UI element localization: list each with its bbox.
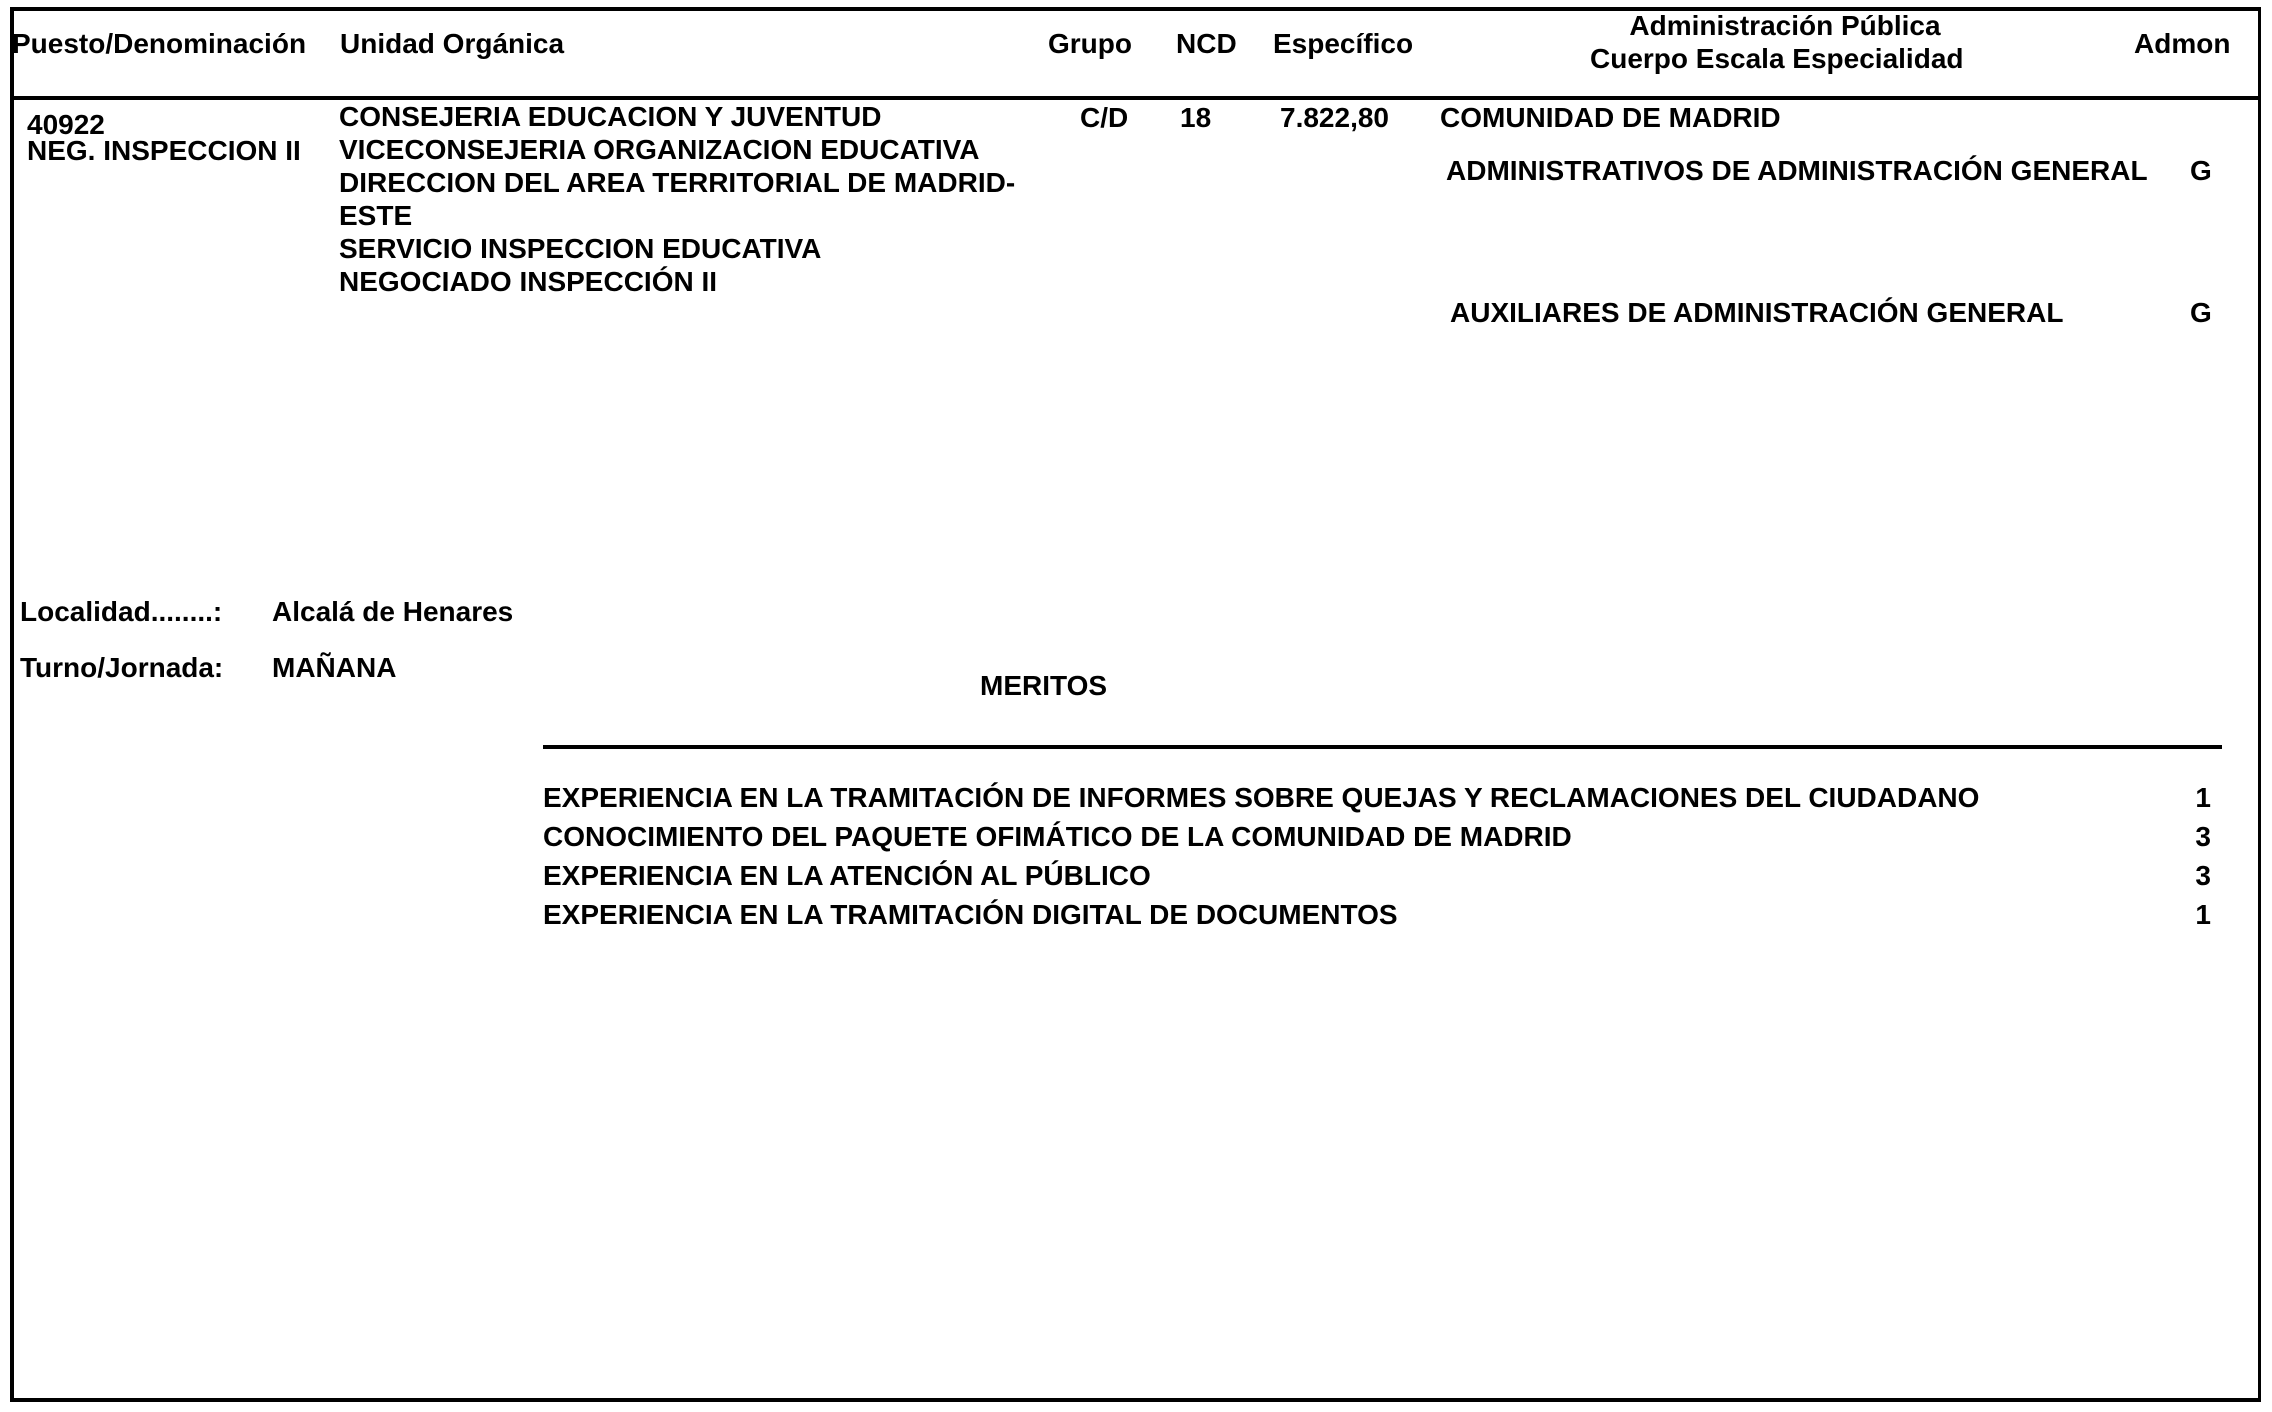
puesto-especifico: 7.822,80	[1280, 102, 1389, 133]
unidad-line: ESTE	[339, 200, 413, 231]
localidad-label: Localidad........:	[20, 596, 223, 627]
unidad-line: DIRECCION DEL AREA TERRITORIAL DE MADRID-	[339, 167, 1016, 198]
merito-row	[543, 821, 2211, 855]
meritos-divider	[543, 745, 2222, 749]
header-unidad: Unidad Orgánica	[340, 28, 565, 59]
header-administracion-publica: Administración Pública	[1629, 10, 1941, 41]
puesto-block	[27, 108, 301, 167]
unidad-line: CONSEJERIA EDUCACION Y JUVENTUD	[339, 101, 882, 132]
unidad-line: NEGOCIADO INSPECCIÓN II	[339, 266, 718, 297]
unidad-line: SERVICIO INSPECCION EDUCATIVA	[339, 233, 822, 264]
administracion-publica-value: COMUNIDAD DE MADRID	[1440, 102, 1781, 133]
merito-texto: CONOCIMIENTO DEL PAQUETE OFIMÁTICO DE LA COMUNIDAD DE MADRID	[543, 821, 1572, 852]
puesto-ncd: 18	[1180, 102, 1212, 133]
header-puesto: Puesto/Denominación	[12, 28, 307, 59]
merito-row	[543, 899, 2211, 933]
cuerpo-nombre: AUXILIARES DE ADMINISTRACIÓN GENERAL	[1450, 297, 2064, 328]
unidad-organica-block	[339, 100, 1015, 298]
cuerpo-admon: G	[2190, 297, 2212, 328]
header-especifico: Específico	[1273, 28, 1414, 59]
cuerpo-nombre: ADMINISTRATIVOS DE ADMINISTRACIÓN GENERAL	[1446, 155, 2148, 186]
merito-row	[543, 782, 2211, 816]
header-grupo: Grupo	[1048, 28, 1132, 59]
header-ncd: NCD	[1176, 28, 1237, 59]
merito-valor: 3	[2195, 860, 2211, 891]
merito-texto: EXPERIENCIA EN LA TRAMITACIÓN DIGITAL DE DOCUMENTOS	[543, 899, 1398, 930]
puesto-codigo: 40922	[27, 109, 105, 140]
header-cuerpo-escala: Cuerpo Escala Especialidad	[1590, 43, 1964, 74]
merito-valor: 1	[2195, 782, 2211, 813]
puesto-denominacion: NEG. INSPECCION II	[27, 135, 301, 166]
puesto-grupo: C/D	[1080, 102, 1129, 133]
header-admon: Admon	[2134, 28, 2231, 59]
merito-valor: 1	[2195, 899, 2211, 930]
meritos-title: MERITOS	[980, 670, 1108, 701]
localidad-value: Alcalá de Henares	[272, 596, 514, 627]
cuerpo-admon: G	[2190, 155, 2212, 186]
turno-label: Turno/Jornada:	[20, 652, 224, 683]
unidad-line: VICECONSEJERIA ORGANIZACION EDUCATIVA	[339, 134, 980, 165]
merito-valor: 3	[2195, 821, 2211, 852]
merito-texto: EXPERIENCIA EN LA TRAMITACIÓN DE INFORMES SOBRE QUEJAS Y RECLAMACIONES DEL CIUDADANO	[543, 782, 1980, 813]
merito-texto: EXPERIENCIA EN LA ATENCIÓN AL PÚBLICO	[543, 860, 1151, 891]
merito-row	[543, 860, 2211, 894]
turno-value: MAÑANA	[272, 652, 397, 683]
